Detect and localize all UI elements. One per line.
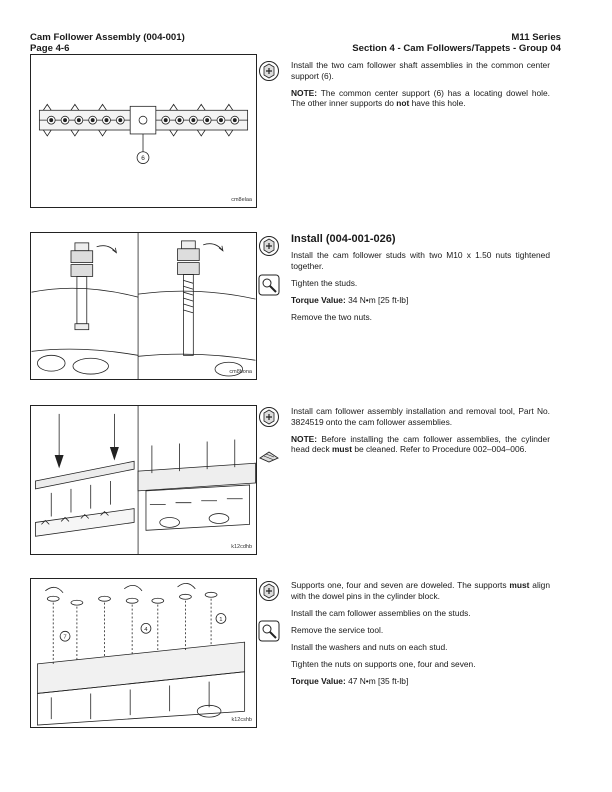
wrench-tool-icon [258,580,280,602]
wrench-tool-icon [258,60,280,82]
step4-remove-tool: Remove the service tool. [291,624,384,635]
step3-instruction: Install cam follower assembly installation and removal tool, Part No. 3824519 onto the cam follower assemblies. [291,406,550,427]
callout-6: 6 [141,155,145,163]
figure-code: k12cdhb [231,544,252,550]
section-title: Section 4 - Cam Followers/Tappets - Group 04 [352,43,561,54]
callout-7: 7 [63,634,67,641]
step-install-studs [291,233,550,329]
page-number: Page 4-6 [30,43,70,54]
cleaning-icon [258,444,280,466]
figure-shaft-assemblies [30,54,257,208]
shaft-assembly-illustration [31,55,256,207]
step2-torque: Torque Value: 34 N•m [25 ft-lb] [291,294,409,305]
figure-install-studs [30,232,257,380]
stud-installation-illustration [31,233,256,379]
figure-code: cm8bona [229,369,252,375]
step-install-tool [291,406,550,461]
step2-tighten: Tighten the studs. [291,277,358,288]
engine-series: M11 Series [511,32,561,43]
assembly-installation-illustration [31,579,256,727]
figure-code: cm8elaa [231,197,252,203]
step1-note: NOTE: The common center support (6) has a locating dowel hole. The other inner supports do not have this hole. [291,87,550,109]
page-header-left [30,32,185,54]
callout-1: 1 [219,616,223,623]
step4-tighten: Tighten the nuts on supports one, four and seven. [291,658,476,669]
step4-torque: Torque Value: 47 N•m [35 ft-lb] [291,676,409,687]
step-install-assemblies [291,580,550,693]
step4-washers: Install the washers and nuts on each stud. [291,641,448,652]
figure-code: k12cshb [231,717,252,723]
torque-wrench-icon [258,274,280,296]
step2-instruction: Install the cam follower studs with two M10 x 1.50 nuts tightened together. [291,250,550,271]
page-section-title: Cam Follower Assembly (004-001) [30,32,185,43]
step3-note: NOTE: Before installing the cam follower assemblies, the cylinder head deck must be cleaned. Refer to Procedure 002–004–006. [291,433,550,455]
wrench-tool-icon [258,406,280,428]
wrench-tool-icon [258,235,280,257]
step4-doweled: Supports one, four and seven are doweled. The supports must align with the dowel pins in the cylinder block. [291,580,550,601]
note-label: NOTE: [291,87,318,98]
torque-wrench-icon [258,620,280,642]
step1-instruction: Install the two cam follower shaft assemblies in the common center support (6). [291,60,550,81]
callout-4: 4 [144,626,148,633]
figure-service-tool [30,405,257,555]
page-header-right [352,32,561,54]
step-install-shaft-assemblies [291,60,550,115]
procedure-heading: Install (004-001-026) [291,233,396,245]
step2-remove-nuts: Remove the two nuts. [291,311,372,322]
step4-install: Install the cam follower assemblies on the studs. [291,607,471,618]
figure-install-assemblies [30,578,257,728]
service-tool-illustration [31,406,256,554]
